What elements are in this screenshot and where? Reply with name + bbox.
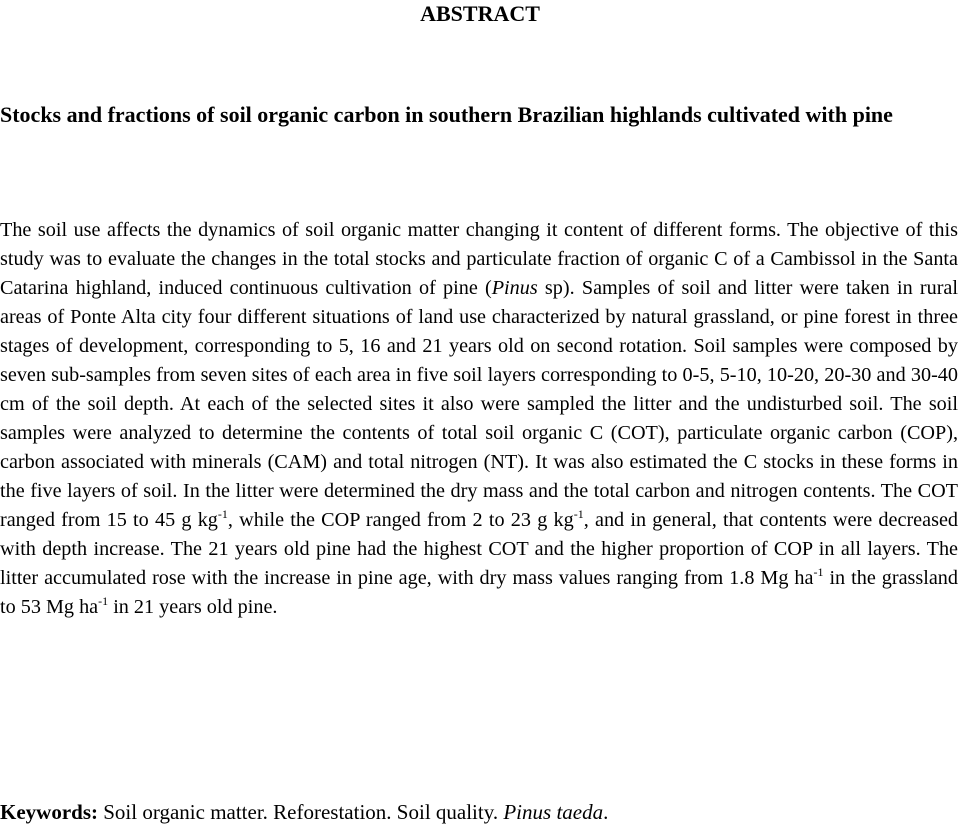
abstract-superscript: -1 <box>217 507 228 521</box>
abstract-text-5: in the grassland to 53 Mg ha <box>0 567 958 618</box>
abstract-text-2: sp). Samples of soil and litter were taken in rural areas of Ponte Alta city four different situations of land use characterized by natural grassland, or pine forest in three stages of development, corresponding to 5, 16 and 21 years old on second rotation. Soil samples were composed by seven sub-samples from seven sites of each area in five soil layers corresponding to 0-5, 5-10, 10-20, 20-30 and 30-40 cm of the soil depth. At each of the selected sites it also were sampled the litter and the undisturbed soil. The soil samples were analyzed to determine the contents of total soil organic C (COT), particulate organic carbon (COP), carbon associated with minerals (CAM) and total nitrogen (NT). It was also estimated the C stocks in these forms in the five layers of soil. In the litter were determined the dry mass and the total carbon and nitrogen contents. The COT ranged from 15 to 45 g kg <box>0 277 958 531</box>
keywords-line <box>0 798 960 826</box>
abstract-superscript: -1 <box>813 565 824 579</box>
abstract-text-4: , and in general, that contents were decreased with depth increase. The 21 years old pine had the highest COT and the higher proportion of COP in all layers. The litter accumulated rose with the increase in pine age, with dry mass values ranging from 1.8 Mg ha <box>0 509 959 589</box>
abstract-text-1: The soil use affects the dynamics of soil organic matter changing it content of different forms. The objective of this study was to evaluate the changes in the total stocks and particulate fraction of organic C of a Cambissol in the Santa Catarina highland, induced continuous cultivation of pine ( <box>0 219 958 299</box>
paper-title: Stocks and fractions of soil organic carbon in southern Brazilian highlands cultivated with pine <box>0 102 893 127</box>
keywords-text: Soil organic matter. Reforestation. Soil quality. <box>98 800 504 824</box>
abstract-italic-genus: Pinus <box>491 277 538 299</box>
keywords-end: . <box>603 800 609 824</box>
abstract-superscript: -1 <box>98 594 109 608</box>
keywords-label: Keywords: <box>0 800 98 824</box>
abstract-heading: ABSTRACT <box>420 1 540 26</box>
abstract-text-3: , while the COP ranged from 2 to 23 g kg <box>227 509 574 531</box>
abstract-body <box>0 216 958 622</box>
abstract-superscript: -1 <box>573 507 584 521</box>
abstract-text-6: in 21 years old pine. <box>108 596 278 618</box>
keywords-italic: Pinus taeda <box>503 800 604 824</box>
